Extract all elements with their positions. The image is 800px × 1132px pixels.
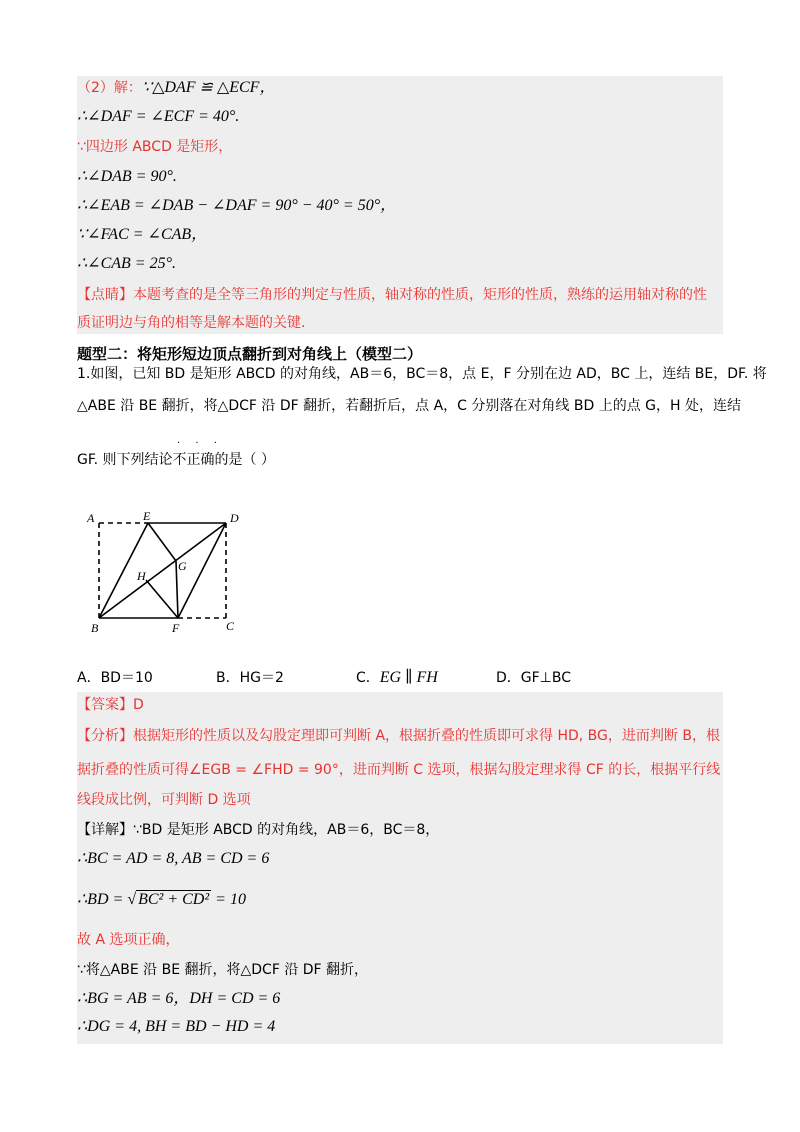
detail-3-suffix: = 10 [211,891,246,908]
comment-line-2: 质证明边与角的相等是解本题的关键. [77,315,306,331]
label-e: E [143,509,151,523]
solution-line-1 [77,78,275,98]
question-line-1: 1.如图，已知 BD 是矩形 ABCD 的对角线，AB＝6，BC＝8，点 E，F 分别在边 AD，BC 上，连结 BE，DF. 将 [77,366,767,382]
solution-label: （2）解： [77,80,142,96]
solution-line-6: ∵∠FAC = ∠CAB， [77,226,208,243]
option-c [356,667,438,687]
segment-hf [146,580,178,618]
option-b: B．HG＝2 [216,670,284,686]
analysis-line-2: 据折叠的性质可得∠EGB = ∠FHD = 90°，进而判断 C 选项，根据勾股定理求得 CF 的长，根据平行线 [77,762,721,778]
question-line-3: GF. 则下列结论不正确的是（ ） [77,452,276,468]
answer-line: 【答案】D [77,697,144,713]
label-c: C [226,619,235,633]
label-b: B [91,621,99,635]
detail-line-6: ∴BG = AB = 6，DH = CD = 6 [77,990,281,1007]
diagonal-bd [99,523,226,618]
detail-line-1: 【详解】∵BD 是矩形 ABCD 的对角线，AB＝6，BC＝8， [77,822,440,838]
question-line-2: △ABE 沿 BE 翻折，将△DCF 沿 DF 翻折，若翻折后，点 A，C 分别落在对角线 BD 上的点 G，H 处，连结 [77,398,741,414]
option-d: D．GF⊥BC [496,670,572,686]
label-h: H [137,569,146,583]
detail-line-4: 故 A 选项正确， [77,932,180,948]
label-d: D [230,511,239,525]
option-c-math: EG ∥ FH [379,669,438,686]
detail-line-7: ∴DG = 4, BH = BD − HD = 4 [77,1018,276,1035]
detail-3-prefix: ∴BD = [77,891,128,908]
option-a: A．BD＝10 [77,670,153,686]
detail-line-2: ∴BC = AD = 8, AB = CD = 6 [77,850,270,867]
section-title: 题型二：将矩形短边顶点翻折到对角线上（模型二） [77,345,423,363]
solution-line-2: ∴∠DAF = ∠ECF = 40°. [77,108,240,125]
label-a: A [87,511,95,525]
solution-line-4: ∴∠DAB = 90°. [77,168,177,185]
solution-congruence: ∵△DAF ≌ △ECF， [141,79,276,96]
option-c-label: C． [356,670,380,686]
emphasis-dots: · · · [177,438,223,449]
comment-line-1: 【点睛】本题考查的是全等三角形的判定与性质，轴对称的性质，矩形的性质，熟练的运用轴对称的性 [77,287,707,303]
label-f: F [172,621,180,635]
sqrt-sign: √ [127,891,137,908]
label-g: G [178,559,187,573]
solution-line-3: ∵四边形 ABCD 是矩形， [77,139,233,155]
analysis-line-3: 线段成比例，可判断 D 选项 [77,792,251,808]
analysis-line-1: 【分析】根据矩形的性质以及勾股定理即可判断 A，根据折叠的性质即可求得 HD, BG，进而判断 B，根 [77,728,720,744]
segment-eg [148,523,176,561]
solution-line-7: ∴∠CAB = 25°. [77,255,176,272]
detail-line-3 [77,890,246,910]
solution-line-5: ∴∠EAB = ∠DAB − ∠DAF = 90° − 40° = 50°， [77,197,397,214]
rectangle-fold-figure [85,508,255,638]
detail-line-5: ∵将△ABE 沿 BE 翻折，将△DCF 沿 DF 翻折， [77,962,369,978]
detail-3-radicand: BC² + CD² [138,891,210,908]
